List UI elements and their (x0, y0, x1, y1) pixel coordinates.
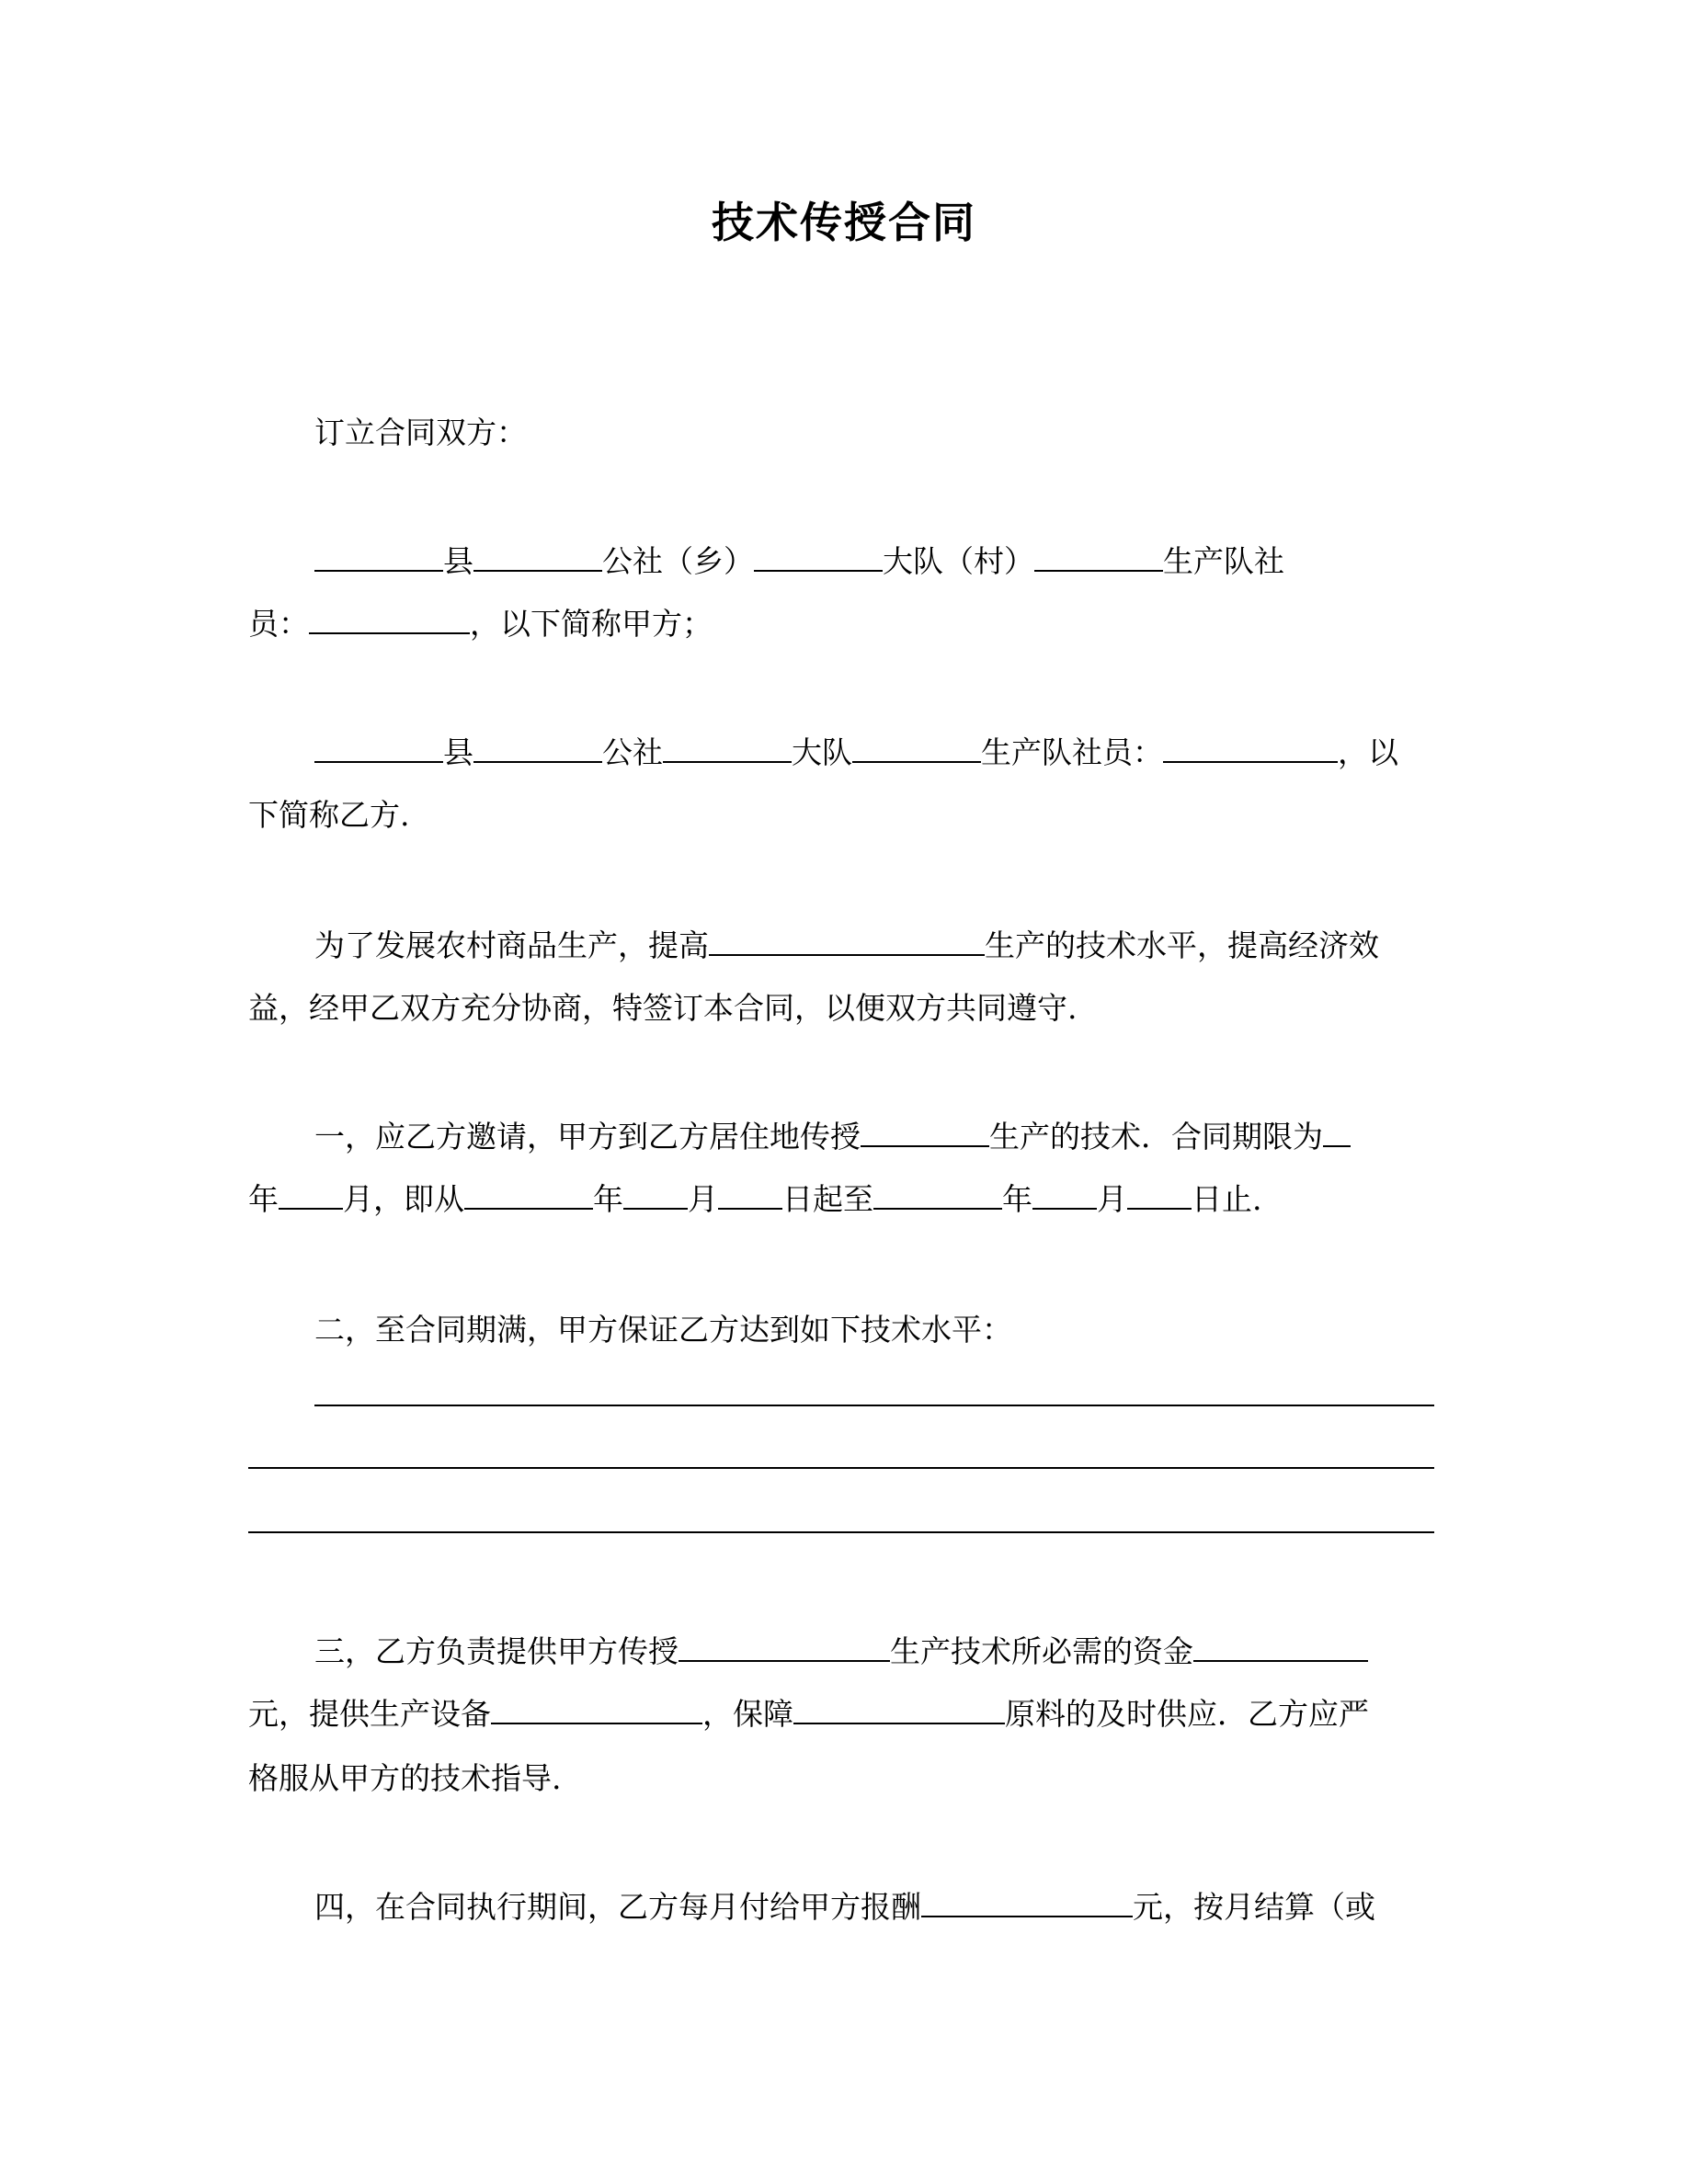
party-b-line-2: 下简称乙方. (248, 797, 410, 833)
blank-field[interactable] (279, 1180, 343, 1210)
brigade-label: 大队（村） (883, 543, 1034, 579)
team-blank[interactable] (1034, 542, 1163, 572)
preamble-line-2: 益，经甲乙双方充分协商，特签订本合同，以便双方共同遵守. (248, 990, 1078, 1026)
clause-text: 日起至 (782, 1181, 873, 1217)
clause-text: 原料的及时供应．乙方应严 (1005, 1696, 1369, 1732)
team-blank[interactable] (852, 734, 981, 763)
team-member-label: 生产队社员： (981, 734, 1163, 770)
preamble-text: 为了发展农村商品生产，提高 (314, 927, 709, 963)
tech-level-line-1[interactable] (314, 1405, 1434, 1406)
clause-text: 生产技术所必需的资金 (890, 1633, 1193, 1669)
commune-blank[interactable] (473, 542, 602, 572)
county-blank[interactable] (314, 734, 443, 763)
blank-field[interactable] (623, 1180, 688, 1210)
material-blank[interactable] (793, 1695, 1005, 1724)
blank-field[interactable] (718, 1180, 782, 1210)
clause-text: 元，按月结算（或 (1133, 1889, 1375, 1925)
brigade-blank[interactable] (754, 542, 883, 572)
commune-blank[interactable] (473, 734, 602, 763)
clause-1-line-2 (248, 1178, 1262, 1221)
clause-3-line-3: 格服从甲方的技术指导. (248, 1760, 562, 1796)
clause-4-line-1 (314, 1886, 1375, 1928)
party-b-alias-start: ，以 (1338, 734, 1398, 770)
member-name-blank[interactable] (1163, 734, 1338, 763)
team-label: 生产队社 (1163, 543, 1284, 579)
funds-blank[interactable] (1193, 1632, 1368, 1662)
year-label: 年 (248, 1181, 279, 1217)
party-a-alias: ，以下简称甲方； (470, 606, 713, 642)
tech-level-line-2[interactable] (248, 1467, 1434, 1469)
clause-text: 一，应乙方邀请，甲方到乙方居住地传授 (314, 1119, 861, 1155)
equipment-blank[interactable] (491, 1695, 702, 1724)
parties-header: 订立合同双方： (314, 415, 527, 450)
clause-text: 生产的技术．合同期限为 (989, 1119, 1323, 1155)
clause-3-line-1 (314, 1631, 1368, 1673)
member-label: 员： (248, 606, 309, 642)
clause-3-line-2 (248, 1693, 1369, 1735)
blank-field[interactable] (873, 1180, 1002, 1210)
document-title: 技术传授合同 (712, 198, 976, 247)
party-b-line-1 (314, 732, 1398, 774)
product-blank[interactable] (861, 1118, 989, 1147)
month-label: 月 (688, 1181, 718, 1217)
product-blank[interactable] (709, 927, 985, 956)
party-a-line-1 (314, 540, 1284, 583)
party-a-line-2 (248, 603, 713, 645)
county-blank[interactable] (314, 542, 443, 572)
commune-label: 公社（乡） (602, 543, 754, 579)
clause-text: 日止. (1192, 1181, 1262, 1217)
clause-text: 元，提供生产设备 (248, 1696, 491, 1732)
preamble-line-1 (314, 925, 1379, 967)
blank-field[interactable] (1127, 1180, 1192, 1210)
clause-1-line-1 (314, 1116, 1351, 1158)
preamble-text: 生产的技术水平，提高经济效 (985, 927, 1379, 963)
month-label: 月 (1097, 1181, 1127, 1217)
clause-text: ，保障 (702, 1696, 793, 1732)
year-label: 年 (593, 1181, 623, 1217)
clause-text: 月，即从 (343, 1181, 464, 1217)
blank-field[interactable] (1032, 1180, 1097, 1210)
brigade-label: 大队 (792, 734, 852, 770)
county-label: 县 (443, 734, 473, 770)
blank-field[interactable] (464, 1180, 593, 1210)
year-label: 年 (1002, 1181, 1032, 1217)
tech-level-line-3[interactable] (248, 1531, 1434, 1533)
clause-2-line-1: 二，至合同期满，甲方保证乙方达到如下技术水平： (314, 1312, 1012, 1348)
brigade-blank[interactable] (663, 734, 792, 763)
member-name-blank[interactable] (309, 605, 470, 634)
product-blank[interactable] (679, 1632, 890, 1662)
term-blank[interactable] (1323, 1118, 1351, 1147)
payment-blank[interactable] (921, 1888, 1133, 1917)
commune-label: 公社 (602, 734, 663, 770)
clause-text: 三，乙方负责提供甲方传授 (314, 1633, 679, 1669)
clause-text: 四，在合同执行期间，乙方每月付给甲方报酬 (314, 1889, 921, 1925)
county-label: 县 (443, 543, 473, 579)
